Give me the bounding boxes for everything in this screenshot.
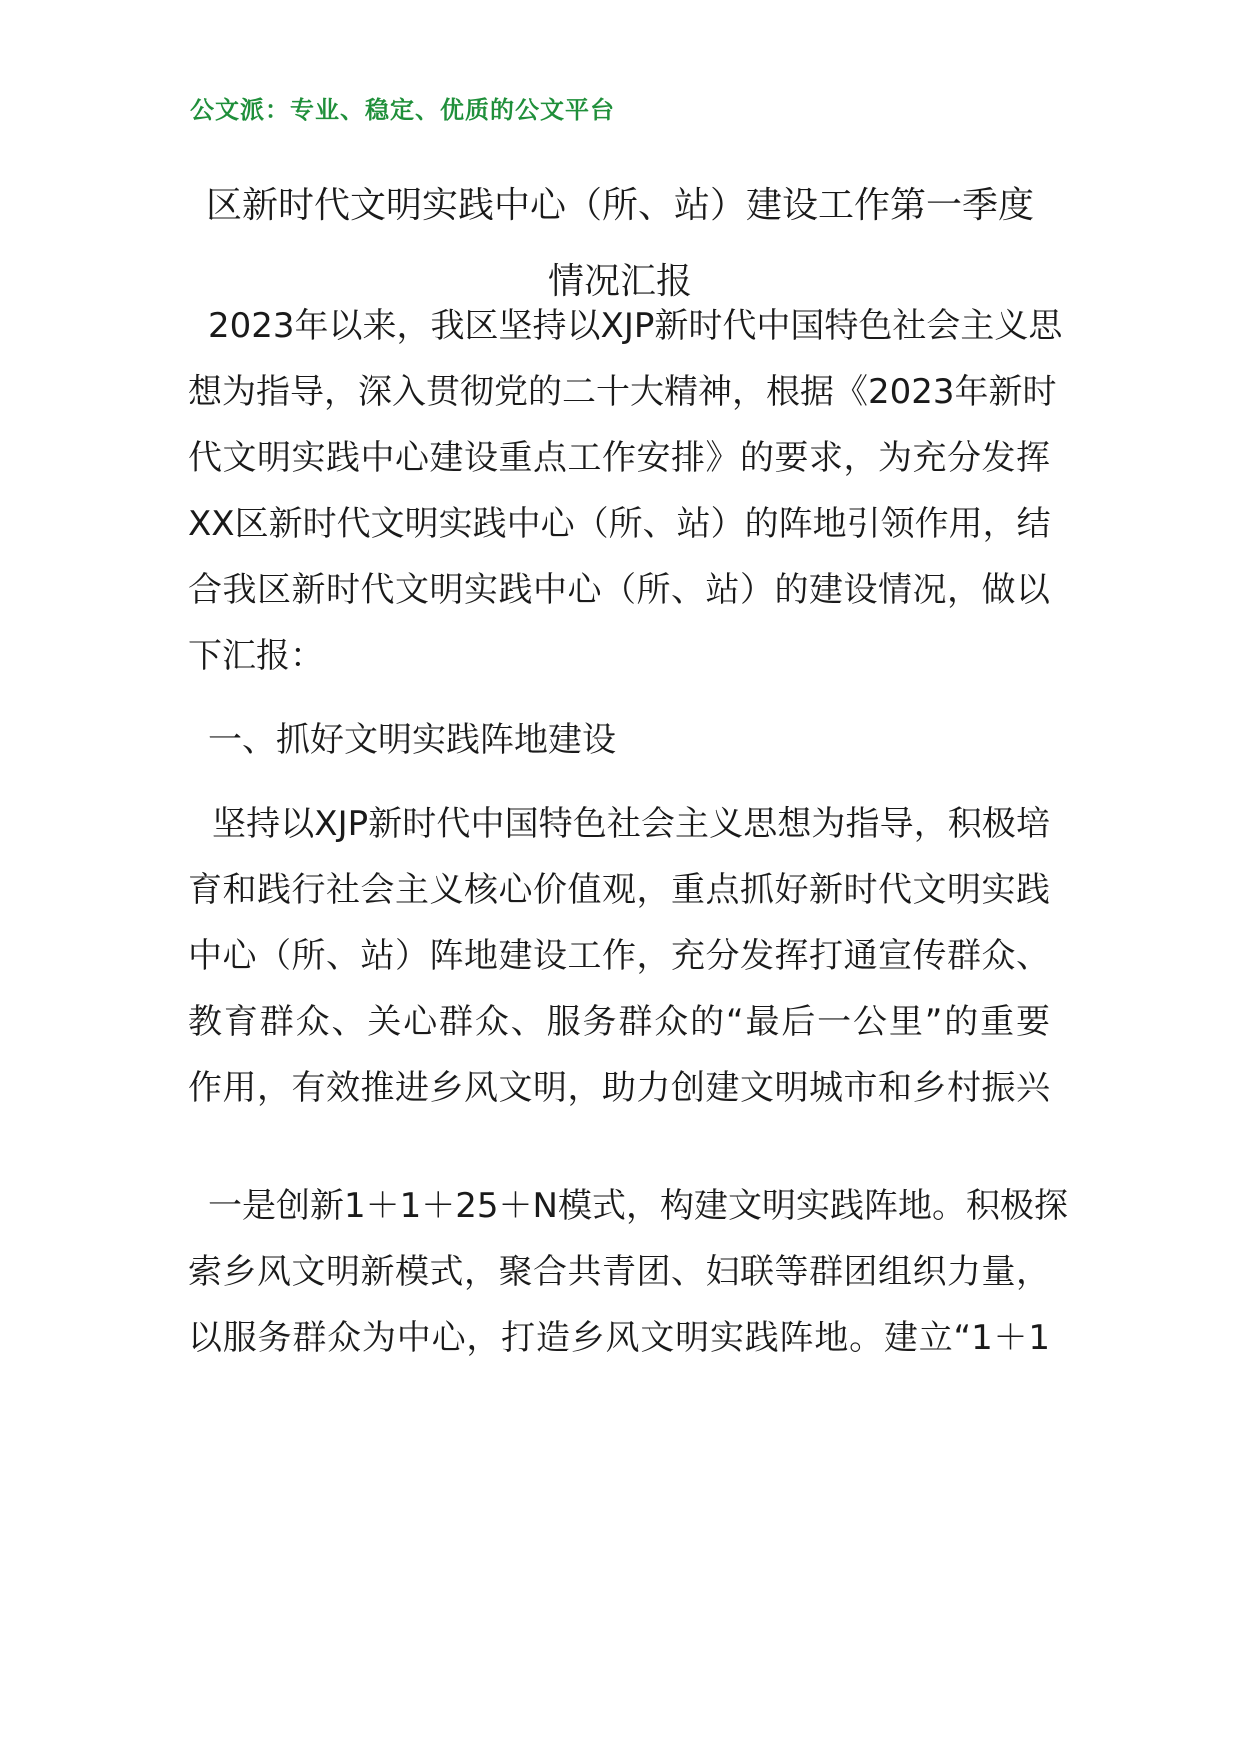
point-line: 以服务群众为中心，打造乡风文明实践阵地。建立“1＋1 (188, 1318, 1050, 1358)
title-line-2: 情况汇报 (547, 261, 692, 302)
title-line-1: 区新时代文明实践中心（所、站）建设工作第一季度 (205, 185, 1034, 226)
intro-line: XX区新时代文明实践中心（所、站）的阵地引领作用，结 (188, 504, 1051, 544)
intro-line: 想为指导，深入贯彻党的二十大精神，根据《2023年新时 (188, 372, 1057, 412)
document-title (180, 168, 1060, 320)
intro-line: 下汇报： (188, 636, 324, 676)
point-line: 一是创新1＋1＋25＋N模式，构建文明实践阵地。积极探 (208, 1186, 1068, 1226)
section-line: 育和践行社会主义核心价值观，重点抓好新时代文明实践 (188, 870, 1050, 910)
section-heading: 一、抓好文明实践阵地建设 (208, 720, 616, 760)
section-line: 中心（所、站）阵地建设工作，充分发挥打通宣传群众、 (188, 936, 1050, 976)
section-line: 作用，有效推进乡风文明，助力创建文明城市和乡村振兴 (188, 1068, 1050, 1108)
intro-line: 2023年以来，我区坚持以XJP新时代中国特色社会主义思 (208, 306, 1063, 346)
section-line: 教育群众、关心群众、服务群众的“最后一公里”的重要 (188, 1002, 1050, 1042)
point-line: 索乡风文明新模式，聚合共青团、妇联等群团组织力量， (188, 1252, 1050, 1292)
section-line: 坚持以XJP新时代中国特色社会主义思想为指导，积极培 (212, 804, 1050, 844)
intro-line: 代文明实践中心建设重点工作安排》的要求，为充分发挥 (188, 438, 1050, 478)
platform-banner: 公文派：专业、稳定、优质的公文平台 (190, 96, 615, 124)
intro-line: 合我区新时代文明实践中心（所、站）的建设情况，做以 (188, 570, 1050, 610)
